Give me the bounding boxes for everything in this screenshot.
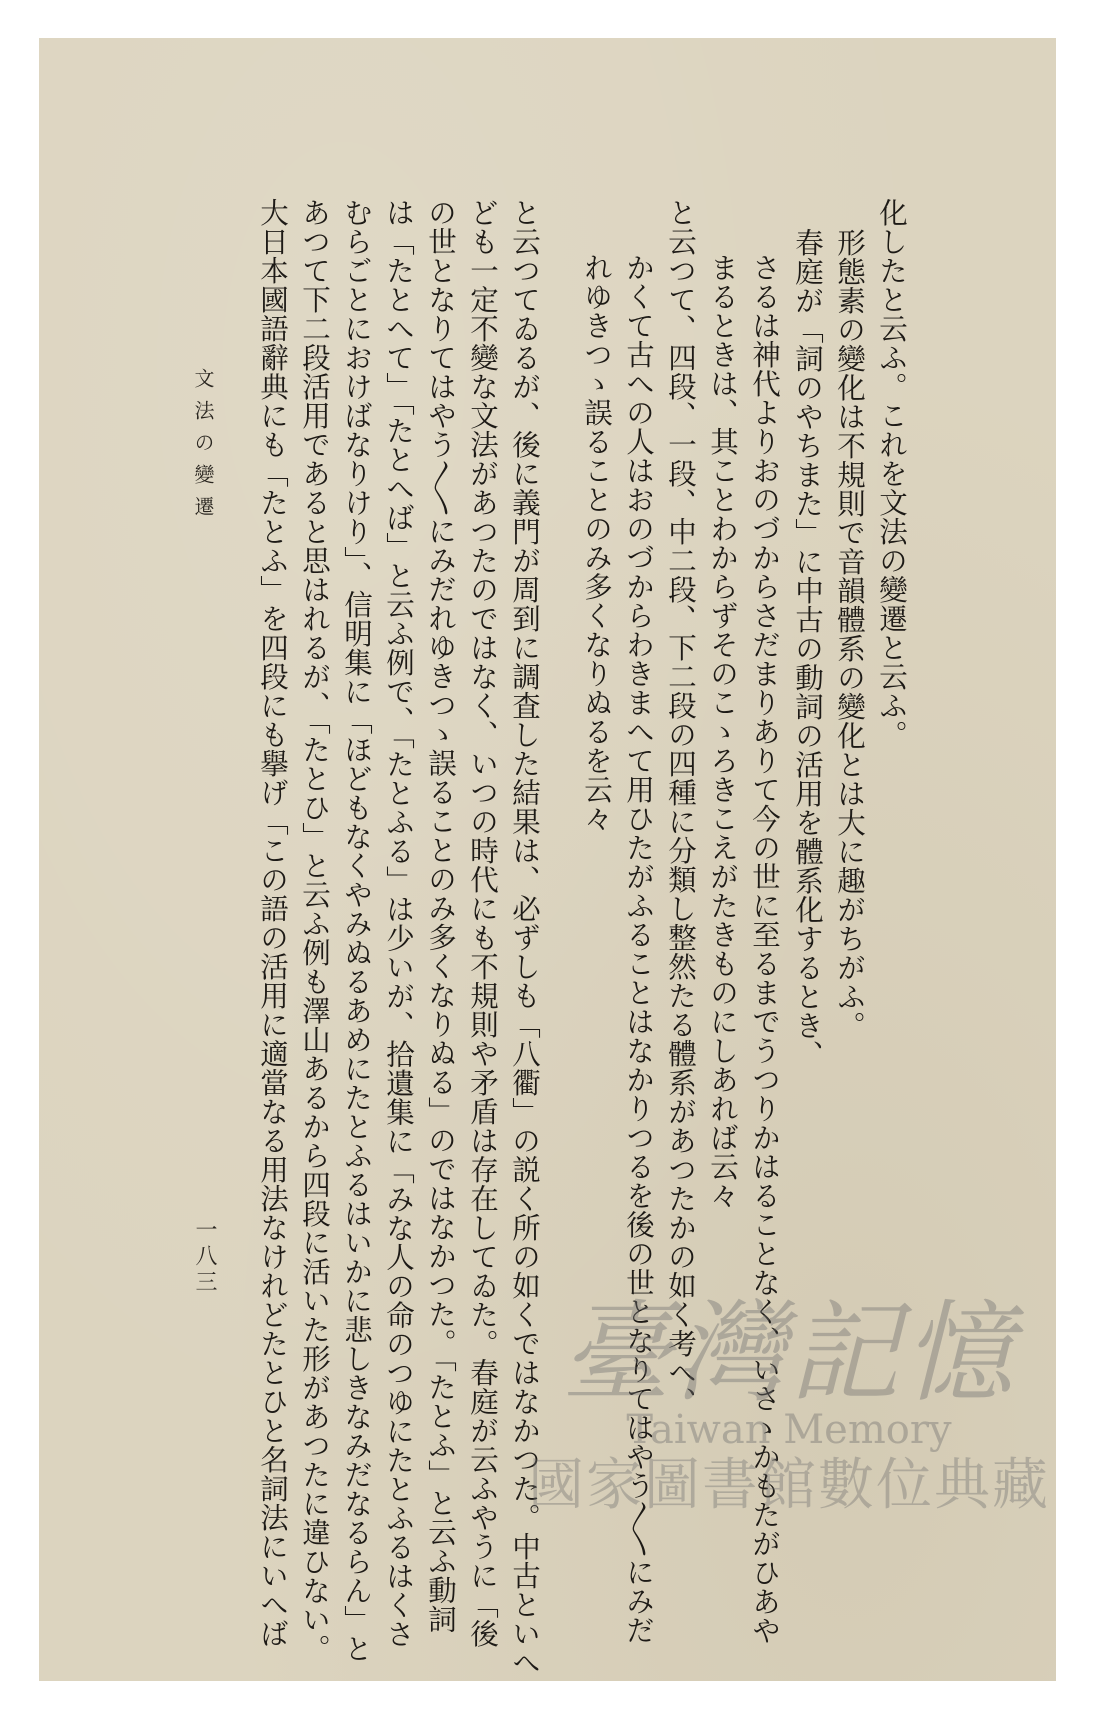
- text-column-1: 化したと云ふ。これを文法の變遷と云ふ。: [875, 198, 908, 749]
- watermark-title: 臺灣記憶: [561, 1289, 1017, 1417]
- running-header: 文法の變遷: [191, 368, 215, 528]
- text-column-10: ども一定不變な文法があつたのではなく、いつの時代にも不規則や矛盾は存在してゐた。春庭が云ふやうに「後: [466, 198, 499, 1648]
- text-column-12: は「たとへて」「たとへば」と云ふ例で、「たとふる」は少いが、拾遺集に「みな人の命のつゆにたとふるはくさ: [382, 198, 415, 1649]
- text-column-11: の世となりてはやう〳〵にみだれゆきつゝ誤ることのみ多くなりぬる」のではなかつた。「たとふ」と云ふ動詞: [424, 198, 457, 1634]
- watermark-subtitle: Taiwan Memory: [626, 1407, 952, 1453]
- text-column-6: と云つて、四段、一段、中二段、下二段の四種に分類し整然たる體系があつたかの如く考へ、: [664, 198, 697, 1416]
- text-column-14: あつて下二段活用であると思はれるが、「たとひ」と云ふ例も澤山あるから四段に活いた形があつたに違ひない。: [298, 198, 331, 1663]
- text-column-9: と云つてゐるが、後に義門が周到に調査した結果は、必ずしも「八衢」の説く所の如くではなかつた。中古といへ: [508, 198, 541, 1677]
- text-column-13: むらごとにおけばなりけり」、信明集に「ほどもなくやみぬるあめにたとふるはいかに悲しきなみだなるらん」と: [340, 198, 373, 1663]
- text-column-2: 形態素の變化は不規則で音韻體系の變化とは大に趣がちがふ。: [833, 228, 866, 1040]
- text-column-3: 春庭が「詞のやちまた」に中古の動詞の活用を體系化するとき、: [791, 228, 824, 1069]
- text-column-8: れゆきつゝ誤ることのみ多くなりぬるを云々: [580, 253, 613, 833]
- page-number: 一八三: [192, 1218, 217, 1296]
- watermark-institution: 國家圖書館數位典藏: [528, 1453, 1050, 1518]
- text-column-15: 大日本國語辭典にも「たとふ」を四段にも擧げ「この語の活用に適當なる用法なけれどたとひと名詞法にいへば: [256, 198, 289, 1648]
- text-column-4: さるは神代よりおのづからさだまりありて今の世に至るまでうつりかはることなく、いさゝかもたがひあや: [748, 253, 781, 1645]
- text-column-7: かくて古への人はおのづからわきまへて用ひたがふることはなかりつるを後の世となりてはやう〳〵にみだ: [622, 253, 655, 1645]
- book-page: [39, 38, 1056, 1681]
- text-column-5: まるときは、其ことわからずそのこゝろきこえがたきものにしあれば云々: [706, 253, 739, 1210]
